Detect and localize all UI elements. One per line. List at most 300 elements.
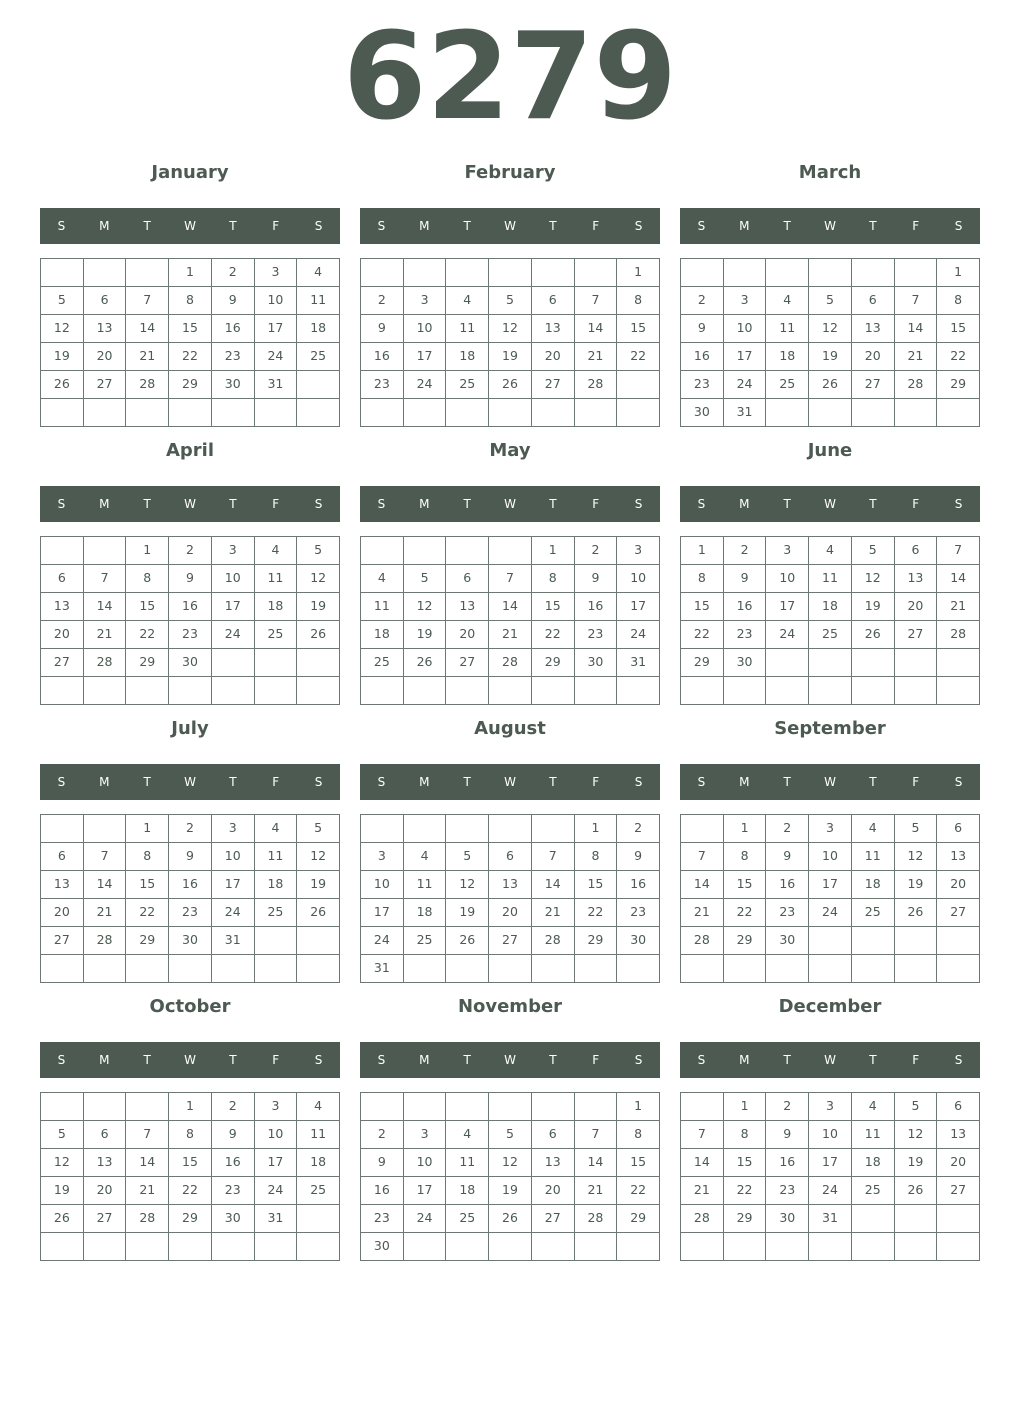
day-cell bbox=[895, 927, 938, 955]
day-cell: 22 bbox=[937, 343, 980, 371]
day-cell: 5 bbox=[809, 287, 852, 315]
day-cell: 26 bbox=[404, 649, 447, 677]
day-cell: 8 bbox=[724, 1121, 767, 1149]
weekday-label: T bbox=[549, 775, 557, 789]
day-cell: 22 bbox=[575, 899, 618, 927]
day-cell: 6 bbox=[895, 537, 938, 565]
day-cell: 23 bbox=[212, 343, 255, 371]
day-cell: 8 bbox=[681, 565, 724, 593]
day-cell: 13 bbox=[446, 593, 489, 621]
day-cell: 13 bbox=[937, 843, 980, 871]
day-cell: 2 bbox=[361, 1121, 404, 1149]
day-cell bbox=[212, 955, 255, 983]
day-cell: 14 bbox=[532, 871, 575, 899]
weekday-label: T bbox=[783, 775, 791, 789]
day-cell: 8 bbox=[724, 843, 767, 871]
weekday-label: S bbox=[954, 219, 963, 233]
month-november bbox=[360, 994, 660, 1261]
weekday-label: F bbox=[272, 1053, 280, 1067]
day-cell bbox=[489, 677, 532, 705]
day-cell: 2 bbox=[766, 1093, 809, 1121]
day-cell: 13 bbox=[895, 565, 938, 593]
day-cell: 4 bbox=[852, 815, 895, 843]
weekday-label: F bbox=[592, 1053, 600, 1067]
day-cell: 18 bbox=[404, 899, 447, 927]
day-cell: 9 bbox=[766, 843, 809, 871]
day-cell: 17 bbox=[809, 871, 852, 899]
day-cell: 7 bbox=[84, 565, 127, 593]
day-cell bbox=[446, 537, 489, 565]
day-cell: 15 bbox=[126, 871, 169, 899]
day-cell: 12 bbox=[809, 315, 852, 343]
day-cell: 27 bbox=[532, 371, 575, 399]
day-cell: 27 bbox=[41, 649, 84, 677]
day-cell: 24 bbox=[212, 621, 255, 649]
month-october bbox=[40, 994, 340, 1261]
day-cell: 27 bbox=[84, 1205, 127, 1233]
day-cell: 28 bbox=[681, 927, 724, 955]
day-cell: 3 bbox=[255, 259, 298, 287]
month-title: February bbox=[464, 162, 556, 183]
day-cell: 19 bbox=[852, 593, 895, 621]
day-cell: 1 bbox=[617, 259, 660, 287]
day-cell: 24 bbox=[255, 343, 298, 371]
day-cell: 21 bbox=[895, 343, 938, 371]
weekday-label: S bbox=[377, 219, 386, 233]
day-cell bbox=[489, 815, 532, 843]
day-cell: 2 bbox=[212, 259, 255, 287]
day-cell: 17 bbox=[809, 1149, 852, 1177]
day-cell: 3 bbox=[809, 815, 852, 843]
day-cell bbox=[297, 371, 340, 399]
day-cell: 6 bbox=[489, 843, 532, 871]
day-cell: 7 bbox=[126, 287, 169, 315]
day-cell: 30 bbox=[766, 1205, 809, 1233]
day-cell: 27 bbox=[937, 1177, 980, 1205]
weekday-label: W bbox=[184, 775, 196, 789]
day-cell: 6 bbox=[532, 1121, 575, 1149]
day-cell: 24 bbox=[809, 1177, 852, 1205]
day-grid bbox=[40, 1092, 340, 1261]
day-cell: 3 bbox=[617, 537, 660, 565]
day-cell: 7 bbox=[84, 843, 127, 871]
day-cell: 25 bbox=[297, 1177, 340, 1205]
day-cell bbox=[212, 677, 255, 705]
weekday-label: M bbox=[419, 1053, 430, 1067]
day-cell: 12 bbox=[41, 315, 84, 343]
day-cell: 19 bbox=[895, 1149, 938, 1177]
day-cell bbox=[361, 1093, 404, 1121]
day-cell bbox=[681, 815, 724, 843]
weekday-label: S bbox=[697, 219, 706, 233]
day-cell: 1 bbox=[169, 259, 212, 287]
day-cell: 27 bbox=[895, 621, 938, 649]
day-cell: 16 bbox=[361, 1177, 404, 1205]
day-cell: 26 bbox=[41, 1205, 84, 1233]
day-cell: 13 bbox=[41, 871, 84, 899]
day-cell: 28 bbox=[126, 371, 169, 399]
day-cell: 18 bbox=[852, 871, 895, 899]
weekday-label: W bbox=[504, 1053, 516, 1067]
day-cell: 2 bbox=[724, 537, 767, 565]
day-cell bbox=[766, 955, 809, 983]
day-cell: 9 bbox=[766, 1121, 809, 1149]
day-cell: 16 bbox=[724, 593, 767, 621]
day-cell: 9 bbox=[681, 315, 724, 343]
month-march bbox=[680, 160, 980, 427]
day-cell bbox=[297, 955, 340, 983]
day-cell bbox=[852, 649, 895, 677]
day-cell: 24 bbox=[724, 371, 767, 399]
day-cell: 16 bbox=[169, 593, 212, 621]
weekday-label: S bbox=[314, 219, 323, 233]
day-cell bbox=[681, 259, 724, 287]
day-cell: 16 bbox=[212, 1149, 255, 1177]
day-cell bbox=[809, 399, 852, 427]
day-cell: 10 bbox=[766, 565, 809, 593]
weekday-label: S bbox=[314, 775, 323, 789]
day-cell bbox=[255, 399, 298, 427]
day-cell: 19 bbox=[489, 343, 532, 371]
day-cell: 21 bbox=[937, 593, 980, 621]
day-cell: 15 bbox=[532, 593, 575, 621]
day-cell: 11 bbox=[255, 843, 298, 871]
weekday-label: W bbox=[824, 497, 836, 511]
weekday-label: T bbox=[463, 775, 471, 789]
day-cell: 9 bbox=[575, 565, 618, 593]
weekday-label: F bbox=[912, 1053, 920, 1067]
day-cell: 10 bbox=[404, 315, 447, 343]
day-cell: 6 bbox=[41, 565, 84, 593]
day-cell: 14 bbox=[681, 871, 724, 899]
day-cell: 24 bbox=[809, 899, 852, 927]
day-cell: 8 bbox=[617, 287, 660, 315]
day-cell bbox=[297, 1205, 340, 1233]
day-cell bbox=[937, 1233, 980, 1261]
day-cell: 15 bbox=[681, 593, 724, 621]
day-cell: 15 bbox=[617, 1149, 660, 1177]
day-cell: 3 bbox=[212, 537, 255, 565]
day-cell bbox=[255, 927, 298, 955]
day-cell bbox=[852, 1233, 895, 1261]
day-cell: 30 bbox=[617, 927, 660, 955]
weekday-header bbox=[40, 208, 340, 244]
day-cell: 23 bbox=[724, 621, 767, 649]
weekday-label: S bbox=[57, 775, 66, 789]
day-cell: 27 bbox=[532, 1205, 575, 1233]
day-cell bbox=[297, 677, 340, 705]
day-cell bbox=[212, 649, 255, 677]
day-grid bbox=[360, 258, 660, 427]
day-cell: 20 bbox=[532, 1177, 575, 1205]
day-cell: 26 bbox=[489, 1205, 532, 1233]
day-cell: 29 bbox=[575, 927, 618, 955]
day-cell bbox=[41, 537, 84, 565]
day-cell: 8 bbox=[126, 843, 169, 871]
day-cell: 16 bbox=[361, 343, 404, 371]
day-cell: 21 bbox=[681, 899, 724, 927]
day-cell: 5 bbox=[895, 1093, 938, 1121]
day-cell: 17 bbox=[212, 871, 255, 899]
day-cell: 25 bbox=[297, 343, 340, 371]
day-cell bbox=[895, 677, 938, 705]
day-cell bbox=[937, 677, 980, 705]
weekday-header bbox=[40, 764, 340, 800]
day-cell: 30 bbox=[212, 1205, 255, 1233]
day-cell: 23 bbox=[766, 899, 809, 927]
day-cell bbox=[575, 1233, 618, 1261]
day-cell bbox=[84, 1233, 127, 1261]
day-cell: 11 bbox=[297, 1121, 340, 1149]
day-cell: 4 bbox=[852, 1093, 895, 1121]
day-cell: 25 bbox=[255, 899, 298, 927]
month-june bbox=[680, 438, 980, 705]
day-cell: 2 bbox=[169, 815, 212, 843]
day-cell: 27 bbox=[41, 927, 84, 955]
day-cell bbox=[41, 1093, 84, 1121]
day-cell: 11 bbox=[404, 871, 447, 899]
day-cell bbox=[809, 927, 852, 955]
weekday-label: S bbox=[634, 1053, 643, 1067]
day-cell: 25 bbox=[446, 371, 489, 399]
day-cell bbox=[404, 955, 447, 983]
day-cell: 12 bbox=[41, 1149, 84, 1177]
day-cell bbox=[532, 677, 575, 705]
weekday-label: F bbox=[592, 219, 600, 233]
weekday-label: S bbox=[57, 497, 66, 511]
weekday-label: M bbox=[99, 219, 110, 233]
day-cell: 18 bbox=[809, 593, 852, 621]
day-grid bbox=[40, 258, 340, 427]
day-cell: 20 bbox=[41, 899, 84, 927]
day-cell bbox=[297, 399, 340, 427]
weekday-label: F bbox=[272, 219, 280, 233]
day-cell bbox=[809, 677, 852, 705]
day-cell: 16 bbox=[575, 593, 618, 621]
day-cell bbox=[489, 399, 532, 427]
day-cell: 21 bbox=[489, 621, 532, 649]
weekday-label: F bbox=[912, 497, 920, 511]
month-august bbox=[360, 716, 660, 983]
weekday-label: S bbox=[634, 497, 643, 511]
day-cell: 9 bbox=[212, 1121, 255, 1149]
day-cell: 11 bbox=[446, 315, 489, 343]
day-cell bbox=[404, 537, 447, 565]
day-cell: 10 bbox=[255, 1121, 298, 1149]
day-cell: 30 bbox=[724, 649, 767, 677]
month-january bbox=[40, 160, 340, 427]
day-cell bbox=[489, 259, 532, 287]
day-cell bbox=[852, 1205, 895, 1233]
day-cell: 5 bbox=[446, 843, 489, 871]
day-cell: 1 bbox=[937, 259, 980, 287]
weekday-label: T bbox=[143, 219, 151, 233]
day-cell: 21 bbox=[84, 899, 127, 927]
day-cell bbox=[575, 259, 618, 287]
day-cell bbox=[575, 1093, 618, 1121]
day-cell bbox=[361, 677, 404, 705]
day-cell: 4 bbox=[255, 537, 298, 565]
day-cell bbox=[84, 537, 127, 565]
day-cell bbox=[489, 955, 532, 983]
day-cell: 24 bbox=[404, 371, 447, 399]
weekday-header bbox=[680, 764, 980, 800]
day-cell bbox=[446, 677, 489, 705]
day-cell: 11 bbox=[446, 1149, 489, 1177]
day-cell bbox=[361, 537, 404, 565]
day-cell: 29 bbox=[532, 649, 575, 677]
day-cell: 23 bbox=[361, 371, 404, 399]
weekday-label: T bbox=[143, 775, 151, 789]
weekday-label: T bbox=[463, 497, 471, 511]
day-cell: 26 bbox=[41, 371, 84, 399]
day-cell: 18 bbox=[361, 621, 404, 649]
day-grid bbox=[40, 536, 340, 705]
day-cell bbox=[532, 815, 575, 843]
weekday-label: M bbox=[419, 219, 430, 233]
day-cell bbox=[681, 677, 724, 705]
weekday-label: S bbox=[697, 497, 706, 511]
day-cell: 7 bbox=[937, 537, 980, 565]
weekday-label: T bbox=[869, 219, 877, 233]
day-cell: 16 bbox=[766, 871, 809, 899]
day-cell: 29 bbox=[724, 1205, 767, 1233]
day-cell: 27 bbox=[489, 927, 532, 955]
day-cell: 26 bbox=[895, 1177, 938, 1205]
day-cell: 6 bbox=[532, 287, 575, 315]
day-cell: 28 bbox=[575, 371, 618, 399]
day-cell: 31 bbox=[724, 399, 767, 427]
day-cell: 21 bbox=[126, 1177, 169, 1205]
month-title: June bbox=[807, 440, 853, 461]
weekday-label: S bbox=[57, 1053, 66, 1067]
day-cell: 30 bbox=[766, 927, 809, 955]
weekday-label: W bbox=[504, 497, 516, 511]
day-cell: 22 bbox=[681, 621, 724, 649]
day-cell: 8 bbox=[575, 843, 618, 871]
day-cell bbox=[532, 259, 575, 287]
weekday-label: S bbox=[697, 1053, 706, 1067]
day-cell: 25 bbox=[255, 621, 298, 649]
day-cell: 23 bbox=[617, 899, 660, 927]
day-cell: 21 bbox=[575, 1177, 618, 1205]
weekday-label: T bbox=[869, 775, 877, 789]
day-cell bbox=[489, 1233, 532, 1261]
day-cell: 9 bbox=[361, 1149, 404, 1177]
day-cell bbox=[446, 399, 489, 427]
weekday-label: S bbox=[697, 775, 706, 789]
day-cell: 18 bbox=[297, 315, 340, 343]
day-cell: 7 bbox=[126, 1121, 169, 1149]
day-cell: 10 bbox=[809, 843, 852, 871]
day-cell: 18 bbox=[297, 1149, 340, 1177]
day-cell: 17 bbox=[617, 593, 660, 621]
day-cell: 2 bbox=[617, 815, 660, 843]
weekday-label: T bbox=[869, 497, 877, 511]
weekday-header bbox=[680, 208, 980, 244]
day-cell bbox=[575, 955, 618, 983]
day-cell: 29 bbox=[681, 649, 724, 677]
day-cell: 9 bbox=[169, 843, 212, 871]
day-cell bbox=[724, 1233, 767, 1261]
day-cell: 12 bbox=[446, 871, 489, 899]
day-cell: 5 bbox=[489, 1121, 532, 1149]
day-cell: 20 bbox=[532, 343, 575, 371]
day-cell: 21 bbox=[126, 343, 169, 371]
weekday-label: M bbox=[419, 497, 430, 511]
day-cell: 28 bbox=[575, 1205, 618, 1233]
weekday-label: T bbox=[783, 1053, 791, 1067]
day-cell: 20 bbox=[84, 1177, 127, 1205]
day-cell: 26 bbox=[446, 927, 489, 955]
day-cell: 15 bbox=[575, 871, 618, 899]
day-cell bbox=[126, 259, 169, 287]
day-cell bbox=[84, 399, 127, 427]
day-cell: 10 bbox=[617, 565, 660, 593]
day-cell: 30 bbox=[169, 927, 212, 955]
day-cell: 12 bbox=[404, 593, 447, 621]
day-cell: 19 bbox=[489, 1177, 532, 1205]
day-cell: 20 bbox=[895, 593, 938, 621]
day-cell: 6 bbox=[84, 1121, 127, 1149]
day-cell: 4 bbox=[766, 287, 809, 315]
day-cell bbox=[297, 927, 340, 955]
day-cell: 14 bbox=[895, 315, 938, 343]
day-cell: 21 bbox=[681, 1177, 724, 1205]
day-cell bbox=[212, 1233, 255, 1261]
month-title: January bbox=[151, 162, 229, 183]
day-cell: 13 bbox=[489, 871, 532, 899]
day-cell: 27 bbox=[852, 371, 895, 399]
month-title: November bbox=[457, 996, 563, 1017]
day-cell: 14 bbox=[126, 1149, 169, 1177]
day-cell: 17 bbox=[766, 593, 809, 621]
day-cell: 30 bbox=[575, 649, 618, 677]
weekday-header bbox=[680, 486, 980, 522]
weekday-label: T bbox=[783, 219, 791, 233]
day-cell: 29 bbox=[937, 371, 980, 399]
day-cell: 16 bbox=[212, 315, 255, 343]
weekday-label: T bbox=[229, 219, 237, 233]
day-cell: 25 bbox=[404, 927, 447, 955]
day-cell bbox=[41, 815, 84, 843]
weekday-label: T bbox=[549, 497, 557, 511]
day-cell: 20 bbox=[446, 621, 489, 649]
day-cell: 22 bbox=[724, 899, 767, 927]
day-cell: 17 bbox=[404, 1177, 447, 1205]
day-cell: 28 bbox=[532, 927, 575, 955]
day-cell: 19 bbox=[809, 343, 852, 371]
day-cell: 19 bbox=[446, 899, 489, 927]
day-cell: 2 bbox=[766, 815, 809, 843]
day-cell: 14 bbox=[937, 565, 980, 593]
day-cell bbox=[937, 955, 980, 983]
day-grid bbox=[360, 536, 660, 705]
day-cell: 27 bbox=[84, 371, 127, 399]
day-cell: 3 bbox=[361, 843, 404, 871]
day-grid bbox=[360, 1092, 660, 1261]
day-cell: 8 bbox=[532, 565, 575, 593]
day-cell: 8 bbox=[937, 287, 980, 315]
day-cell: 26 bbox=[297, 899, 340, 927]
day-cell: 24 bbox=[212, 899, 255, 927]
day-cell: 10 bbox=[404, 1149, 447, 1177]
day-cell: 3 bbox=[766, 537, 809, 565]
month-february bbox=[360, 160, 660, 427]
day-cell: 23 bbox=[212, 1177, 255, 1205]
day-cell: 11 bbox=[297, 287, 340, 315]
weekday-label: T bbox=[869, 1053, 877, 1067]
